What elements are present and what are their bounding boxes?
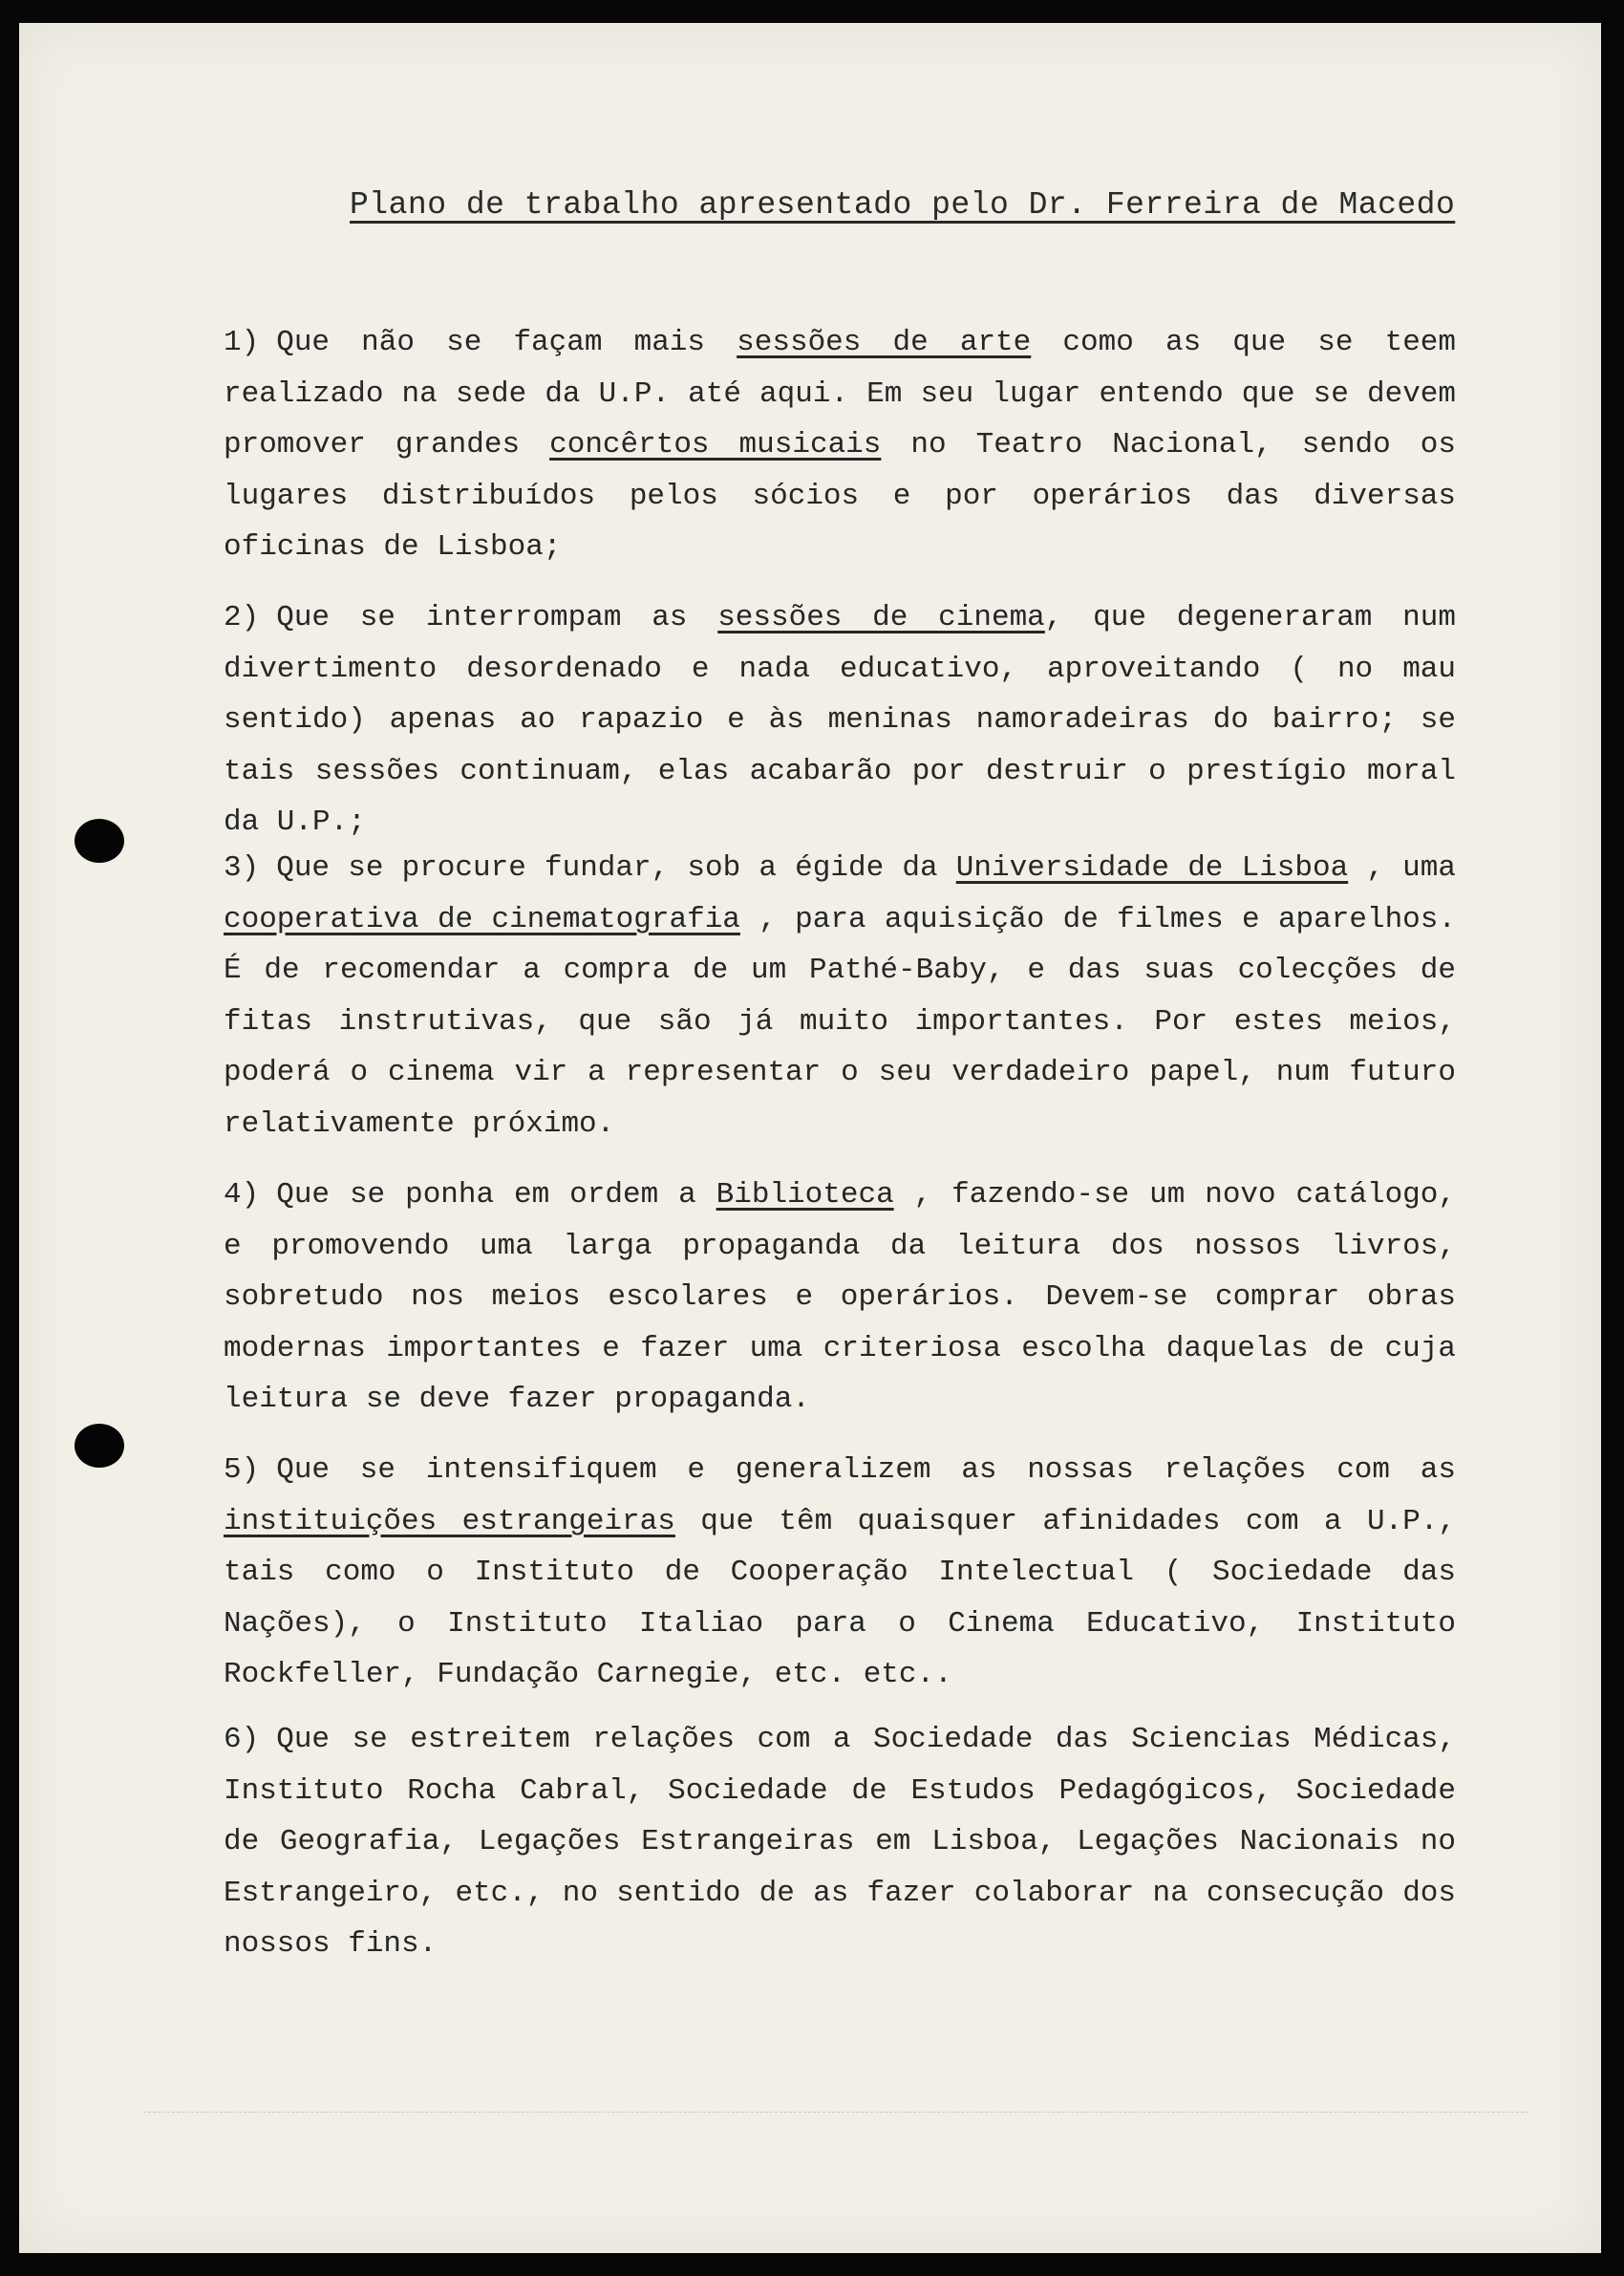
paper-fold-line [143, 2112, 1528, 2113]
underlined-term: cooperativa de cinematografia [224, 902, 740, 936]
item-text: , que degeneraram num divertimento desordenado e nada educativo, aproveitando ( no mau sentido) apenas ao rapazio e às meninas namoradeiras do bairro; se tais sessões continuam, elas acabarão por destruir o prestígio moral da U.P.; [224, 601, 1456, 839]
list-item [224, 1445, 1456, 1701]
item-text: no Teatro Nacional, sendo os lugares distribuídos pelos sócios e por operários das diversas oficinas de Lisboa; [224, 428, 1456, 564]
underlined-term: sessões de cinema [717, 601, 1045, 634]
list-item [224, 843, 1456, 1149]
item-text: Que se interrompam as [276, 601, 718, 634]
underlined-term: Universidade de Lisboa [955, 851, 1349, 885]
underlined-term: sessões de arte [737, 326, 1032, 359]
item-text: , para aquisição de filmes e aparelhos. É de recomendar a compra de um Pathé-Baby, e das suas colecções de fitas instrutivas, que são já muito importantes. Por estes meios, poderá o cinema vir a representar o seu verdadeiro papel, num futuro relativamente próximo. [224, 902, 1456, 1141]
item-text: que têm quaisquer afinidades com a U.P., tais como o Instituto de Cooperação Intelectual ( Sociedade das Nações), o Instituto Italiao para o Cinema Educativo, Instituto Rockfeller, Fundação Carnegie, etc. etc.. [224, 1504, 1456, 1691]
underlined-term: concêrtos musicais [549, 428, 882, 462]
underlined-term: instituições estrangeiras [224, 1504, 675, 1538]
item-text: Que se estreitem relações com a Sociedade das Sciencias Médicas, Instituto Rocha Cabral, Sociedade de Estudos Pedagógicos, Sociedade de Geografia, Legações Estrangeiras em Lisboa, Legações Nacionais no Estrangeiro, etc., no sentido de as fazer colaborar na consecução dos nossos fins. [224, 1723, 1456, 1961]
item-number: 2) [224, 601, 260, 634]
item-number: 1) [224, 326, 260, 359]
item-number: 6) [224, 1723, 260, 1756]
item-text: como as que se teem realizado na sede da U.P. até aqui. Em seu lugar entendo que se devem promover grandes [224, 326, 1457, 462]
item-text: , uma [1348, 851, 1456, 885]
item-number: 3) [224, 851, 260, 885]
item-text: Que se ponha em ordem a [276, 1178, 716, 1212]
list-item [224, 1714, 1456, 1970]
item-text: , fazendo-se um novo catálogo, e promovendo uma larga propaganda da leitura dos nossos livros, sobretudo nos meios escolares e operários. Devem-se comprar obras modernas importantes e fazer uma criteriosa escolha daquelas de cuja leitura se deve fazer propaganda. [224, 1178, 1456, 1416]
punch-hole [75, 1424, 124, 1468]
item-number: 4) [224, 1178, 260, 1212]
document-title: Plano de trabalho apresentado pelo Dr. Ferreira de Macedo [350, 187, 1456, 223]
punch-hole [75, 819, 124, 863]
list-item [224, 317, 1456, 573]
document-page [19, 23, 1601, 2253]
item-number: 5) [224, 1453, 260, 1487]
item-text: Que se procure fundar, sob a égide da [276, 851, 956, 885]
underlined-term: Biblioteca [716, 1178, 894, 1212]
list-item [224, 592, 1456, 848]
item-text: Que se intensifiquem e generalizem as nossas relações com as [276, 1453, 1456, 1487]
list-item [224, 1170, 1456, 1426]
item-text: Que não se façam mais [276, 326, 737, 359]
